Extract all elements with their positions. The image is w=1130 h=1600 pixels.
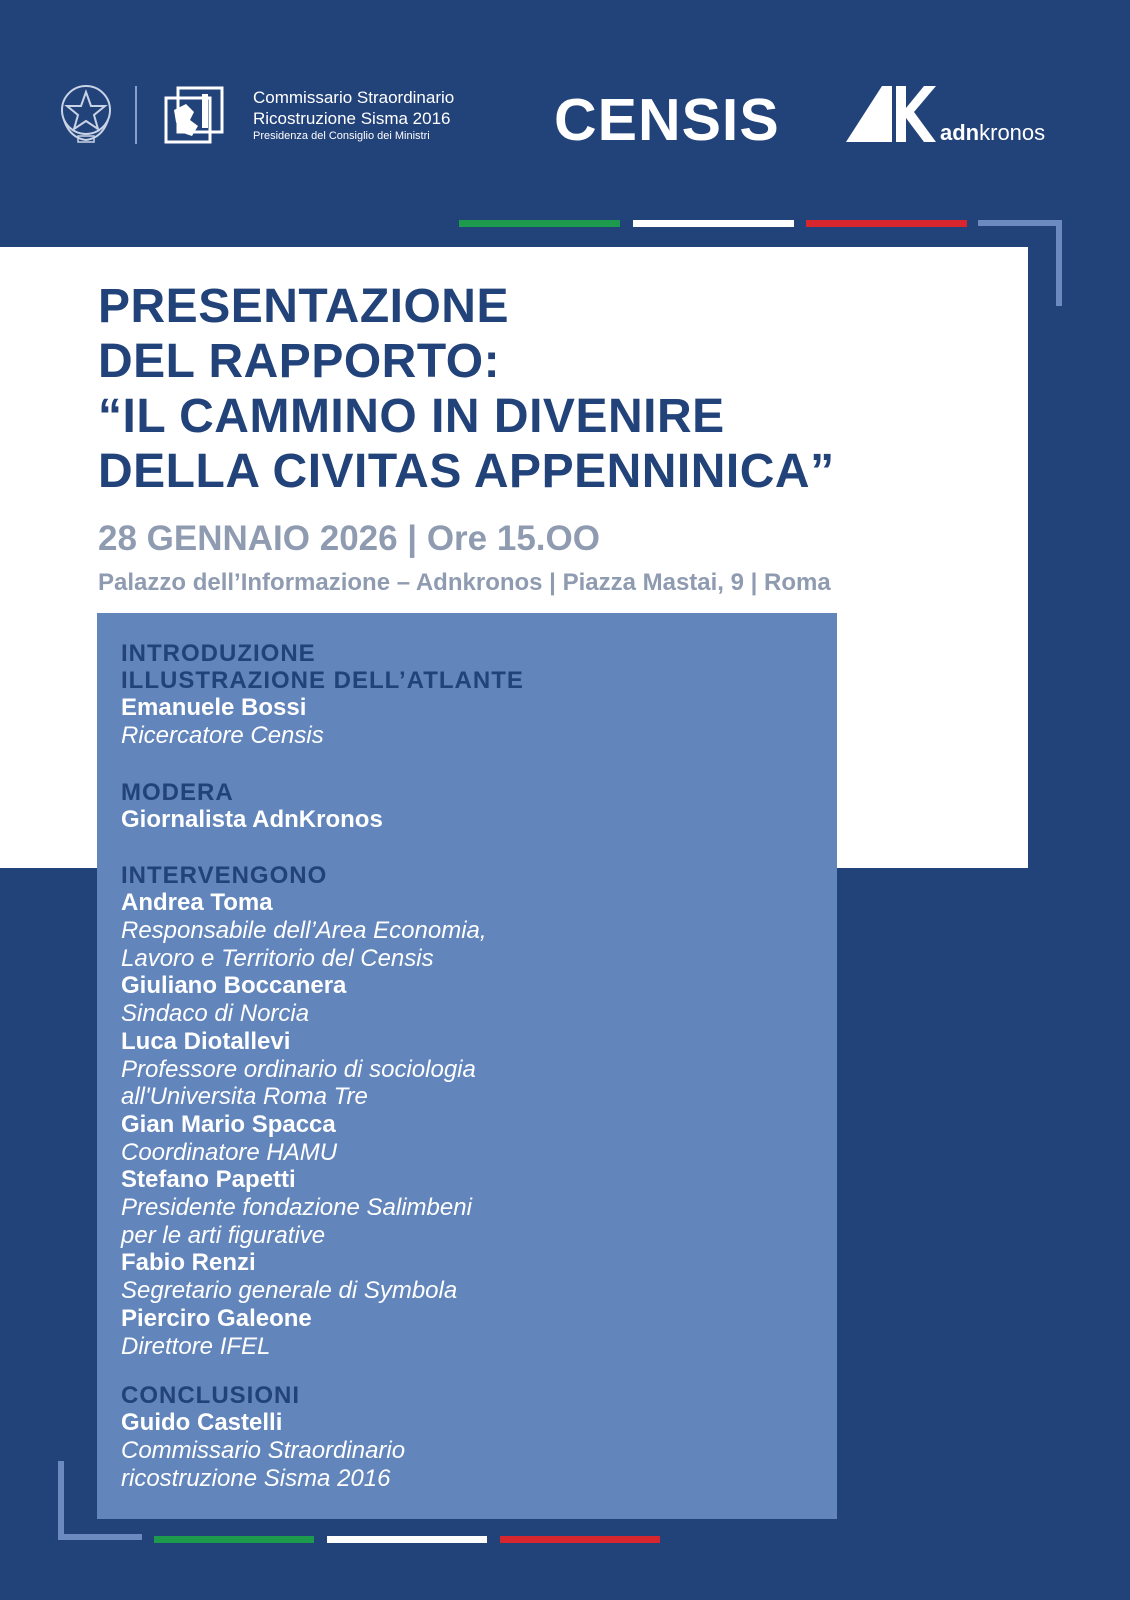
commissario-line-3: Presidenza del Consiglio dei Ministri <box>253 130 430 142</box>
title-line-2: DEL RAPPORTO: <box>98 335 501 388</box>
title-line-4: DELLA CIVITAS APPENNINICA” <box>98 445 835 498</box>
section-heading-illustrazione: ILLUSTRAZIONE DELL’ATLANTE <box>121 667 524 694</box>
speaker-role: Segretario generale di Symbola <box>121 1277 458 1304</box>
adnkronos-wordmark-rest: kronos <box>979 120 1046 145</box>
title-line-1: PRESENTAZIONE <box>98 280 509 333</box>
section-heading-intervengono: INTERVENGONO <box>121 862 328 889</box>
speaker-role: Ricercatore Censis <box>121 722 324 749</box>
adnkronos-wordmark <box>940 120 1045 146</box>
section-heading-modera: MODERA <box>121 779 234 806</box>
italian-republic-emblem-icon <box>56 80 116 146</box>
censis-logo: CENSIS <box>554 87 780 153</box>
flag-stripe-white-top <box>633 220 794 227</box>
flag-stripe-green-top <box>459 220 620 227</box>
speaker-role: per le arti figurative <box>121 1221 326 1249</box>
commissario-text <box>253 87 503 143</box>
adnkronos-wordmark-bold: adn <box>940 120 980 145</box>
speaker-role: Commissario Straordinario <box>121 1437 406 1464</box>
commissario-line-1: Commissario Straordinario <box>253 88 455 107</box>
section-modera <box>121 779 821 834</box>
corner-accent-bottom-left <box>58 1534 142 1540</box>
speaker-role: ricostruzione Sisma 2016 <box>121 1464 391 1492</box>
flag-stripe-red-top <box>806 220 967 227</box>
speaker-name: Emanuele Bossi <box>121 694 307 721</box>
flag-stripe-red-bottom <box>500 1536 660 1543</box>
corner-accent-top-right-vertical <box>1056 220 1062 306</box>
title-line-3: “IL CAMMINO IN DIVENIRE <box>98 390 725 443</box>
speaker-name: Fabio Renzi <box>121 1249 256 1276</box>
speaker-role: Presidente fondazione Salimbeni <box>121 1194 472 1221</box>
section-heading-conclusioni: CONCLUSIONI <box>121 1382 300 1409</box>
speaker-role: Lavoro e Territorio del Censis <box>121 944 434 972</box>
speaker-role: Professore ordinario di sociologia <box>121 1055 476 1083</box>
corner-accent-bottom-left-vertical <box>58 1461 64 1540</box>
sisma-2016-logo-icon <box>164 86 224 144</box>
flag-stripe-white-bottom <box>327 1536 487 1543</box>
adnkronos-ak-icon <box>844 84 936 144</box>
moderator-name: Giornalista AdnKronos <box>121 806 383 833</box>
section-heading-introduzione: INTRODUZIONE <box>121 640 316 667</box>
speaker-name: Guido Castelli <box>121 1409 283 1436</box>
corner-accent-top-right <box>978 220 1062 226</box>
header-divider <box>135 86 137 144</box>
speaker-name: Pierciro Galeone <box>121 1304 312 1332</box>
speaker-name: Giuliano Boccanera <box>121 972 347 999</box>
commissario-line-2: Ricostruzione Sisma 2016 <box>253 109 451 128</box>
speaker-role: Direttore IFEL <box>121 1332 271 1360</box>
speaker-name: Luca Diotallevi <box>121 1027 291 1055</box>
speaker-name: Andrea Toma <box>121 889 273 916</box>
speaker-role: Responsabile dell’Area Economia, <box>121 917 487 944</box>
page-title <box>98 279 998 499</box>
flag-stripe-green-bottom <box>154 1536 314 1543</box>
event-venue: Palazzo dell’Informazione – Adnkronos | Piazza Mastai, 9 | Roma <box>98 569 831 596</box>
section-intro <box>121 640 821 750</box>
section-conclusioni <box>121 1382 821 1492</box>
speaker-role: Sindaco di Norcia <box>121 1000 310 1027</box>
speaker-role: all'Universita Roma Tre <box>121 1083 368 1110</box>
speaker-role: Coordinatore HAMU <box>121 1138 338 1166</box>
speaker-name: Gian Mario Spacca <box>121 1110 336 1138</box>
section-intervengono <box>121 862 821 1360</box>
speaker-name: Stefano Papetti <box>121 1166 296 1193</box>
event-date-time: 28 GENNAIO 2026 | Ore 15.OO <box>98 519 600 558</box>
